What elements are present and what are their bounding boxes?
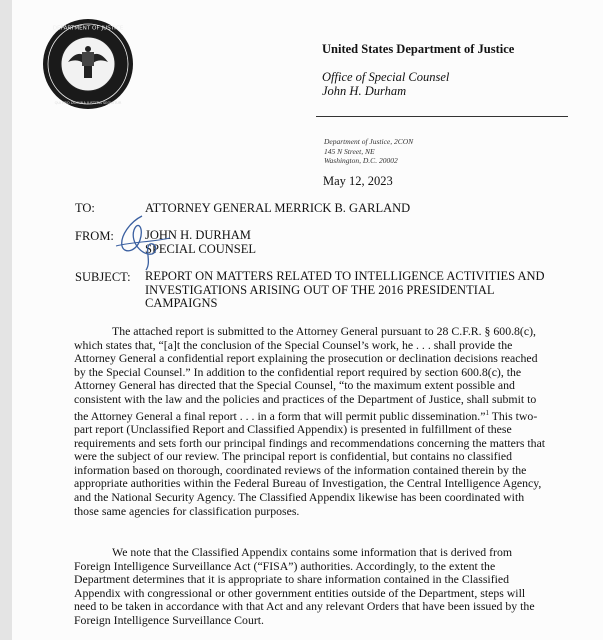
footnote-ref: 1 [485, 408, 489, 417]
body-paragraph-2: We note that the Classified Appendix contains some information that is derived from Foreign Intelligence Surveillance Act (“FISA”) authorities. Accordingly, to the extent the Department determines that it is appropriate to share information contained in the Classified Appendix with congressional or other government entities outside of the Department, steps will need to be taken in accordance with that Act and any relevant Orders that have been issued by the Foreign Intelligence Surveillance Court. [74, 545, 535, 627]
signature-icon [112, 212, 172, 272]
seal-title: DEPARTMENT OF JUSTICE [52, 25, 124, 32]
from-name: JOHN H. DURHAM [145, 228, 251, 242]
header-rule [316, 116, 568, 117]
address-line-2: 145 N Street, NE [324, 146, 375, 156]
memo-date: May 12, 2023 [323, 174, 393, 188]
doj-seal-icon [42, 18, 134, 110]
department-heading: United States Department of Justice [322, 42, 515, 56]
svg-text:QUI PRO DOMINA JUSTITIA SEQUIT [55, 101, 122, 105]
subject-value: REPORT ON MATTERS RELATED TO INTELLIGENCE ACTIVITIES AND INVESTIGATIONS ARISING OUT OF THE 2016 PRESIDENTIAL CAMPAIGNS [145, 269, 545, 310]
body-paragraph-1 [74, 325, 550, 518]
return-address [324, 137, 413, 166]
scan-edge [0, 0, 12, 640]
svg-text:DEPARTMENT OF JUSTICE [53, 26, 124, 32]
subject-label: SUBJECT: [75, 270, 131, 284]
office-heading [322, 70, 449, 98]
body-paragraph-1-b: This two-part report (Unclassified Report and Classified Appendix) is presented in fulfillment of these requirements and sets forth our principal findings and recommendations concerning the matters that were the subject of our review. The principal report is confidential, but contains no classified information based on thorough, coordinated reviews of the information contained therein by the appropriate authorities within the Federal Bureau of Investigation, the Central Intelligence Agency, and the National Security Agency. The Classified Appendix likewise has been coordinated with those same agencies for classification purposes. [74, 408, 546, 518]
to-value: ATTORNEY GENERAL MERRICK B. GARLAND [145, 201, 411, 215]
address-line-3: Washington, D.C. 20002 [324, 156, 398, 165]
to-label: TO: [75, 201, 95, 215]
address-line-1: Department of Justice, 2CON [324, 137, 414, 146]
from-title: SPECIAL COUNSEL [145, 242, 257, 256]
counsel-name: John H. Durham [322, 84, 407, 98]
seal-motto: QUI PRO DOMINA JUSTITIA SEQUITUR [54, 101, 122, 105]
office-name: Office of Special Counsel [322, 70, 450, 84]
from-label: FROM: [75, 229, 114, 243]
body-paragraph-1-a: The attached report is submitted to the Attorney General pursuant to 28 C.F.R. § 600.8(c), which states that, “[a]t the conclusion of the Special Counsel’s work, he . . . shall provide the Attorney General a confidential report explaining the prosecution or declination decisions reached by the Special Counsel.” In addition to the confidential report required by section 600.8(c), the Attorney General has directed that the Special Counsel, “to the maximum extent possible and consistent with the law and the policies and practices of the Department of Justice, shall submit to the Attorney General a final report . . . in a form that will permit public dissemination.” [74, 324, 538, 423]
